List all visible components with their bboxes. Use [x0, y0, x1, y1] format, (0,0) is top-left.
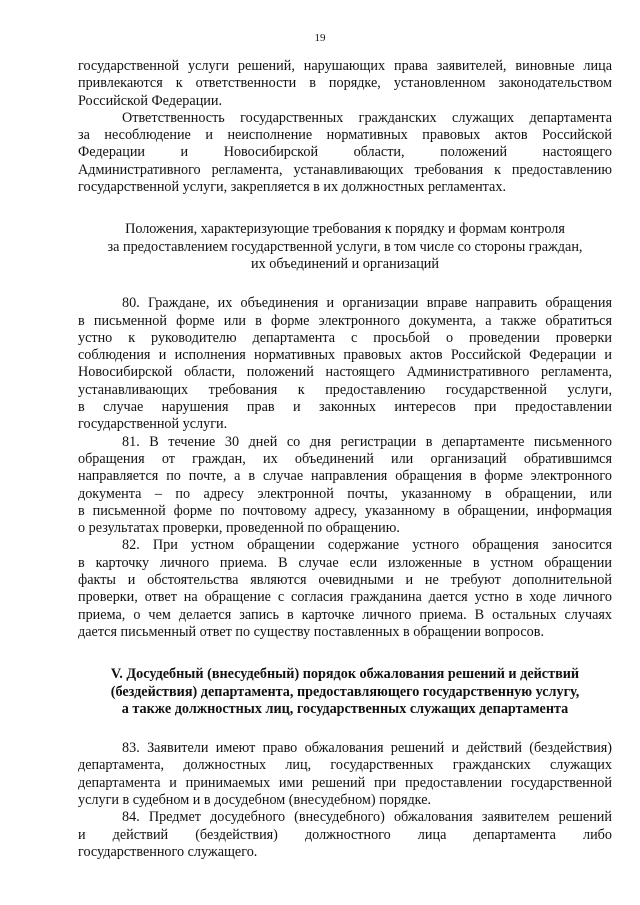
text-line: Российской Федерации. [78, 92, 223, 109]
text-line: 81. В течение 30 дней со дня регистрации в департаменте письменного [122, 433, 612, 450]
text-line: Административного регламента, устанавливающих требования к предоставлению [78, 161, 612, 178]
text-line: Ответственность государственных гражданских служащих департамента [122, 109, 612, 126]
text-line: департамента, должностных лиц, государственных гражданских служащих [78, 757, 612, 774]
paragraph-83 [78, 740, 612, 809]
text-line: в карточку личного приема. В случае если изложенные в устном обращении [78, 554, 612, 571]
text-line: обращения от граждан, их объединений или организаций обратившимся [78, 450, 612, 467]
text-line: 80. Граждане, их объединения и организации вправе направить обращения [122, 295, 612, 312]
text-line: о результатах проверки, проведенной по обращению. [78, 520, 400, 537]
heading-line: их объединений и организаций [251, 255, 439, 272]
text-line: факты и обстоятельства являются очевидными и не требуют дополнительной [78, 572, 612, 589]
text-line: за несоблюдение и неисполнение нормативных правовых актов Российской [78, 127, 612, 144]
section-heading-control [78, 221, 612, 273]
text-line: услуги в судебном и в досудебном (внесудебном) порядке. [78, 791, 432, 808]
paragraph-81 [78, 434, 612, 538]
text-line: государственной услуги. [78, 416, 228, 433]
text-line: приема, о чем делается запись в карточке личного приема. В остальных случаях [78, 606, 612, 623]
paragraph-80 [78, 295, 612, 433]
text-line: государственной услуги решений, нарушающих права заявителей, виновные лица [78, 58, 612, 74]
text-line: Новосибирской области, положений настоящего Административного регламента, [78, 364, 612, 381]
page-content [78, 58, 612, 861]
text-line: в письменной форме или в форме электронного документа, а также обратиться [78, 312, 612, 329]
text-line: Федерации и Новосибирской области, положений настоящего [78, 144, 612, 161]
heading-line: а также должностных лиц, государственных служащих департамента [121, 700, 569, 717]
text-line: привлекаются к ответственности в порядке, установленном законодательством [78, 75, 612, 92]
text-line: 83. Заявители имеют право обжалования решений и действий (бездействия) [122, 740, 612, 757]
text-line: департамента и принимаемых ими решений при предоставлении государственной [78, 774, 612, 791]
paragraph-continuation [78, 58, 612, 110]
paragraph-82 [78, 537, 612, 641]
section-heading-appeal [78, 666, 612, 718]
paragraph-responsibility [78, 110, 612, 196]
text-line: документа – по адресу электронной почты, указанному в обращении, или [78, 485, 612, 502]
text-line: устанавливающих требования к предоставлению государственной услуги, [78, 381, 612, 398]
text-line: государственного служащего. [78, 843, 258, 860]
text-line: соблюдения и исполнения нормативных правовых актов Российской Федерации и [78, 347, 612, 364]
text-line: направляется по почте, а в случае направления обращения в форме электронного [78, 468, 612, 485]
page-number: 19 [314, 32, 326, 44]
heading-line: V. Досудебный (внесудебный) порядок обжалования решений и действий [110, 666, 580, 683]
text-line: дается письменный ответ по существу поставленных в обращении вопросов. [78, 623, 544, 640]
paragraph-84 [78, 809, 612, 861]
text-line: 82. При устном обращении содержание устного обращения заносится [122, 537, 612, 554]
heading-line: Положения, характеризующие требования к порядку и формам контроля [125, 221, 565, 238]
text-line: устно к руководителю департамента с просьбой о проведении проверки [78, 329, 612, 346]
heading-line: (бездействия) департамента, предоставляющего государственную услугу, [110, 683, 580, 700]
text-line: в письменной форме по почтовому адресу, указанному в обращении, информация [78, 502, 612, 519]
text-line: государственной услуги, закрепляется в их должностных регламентах. [78, 179, 506, 196]
text-line: 84. Предмет досудебного (внесудебного) обжалования заявителем решений [122, 809, 612, 826]
heading-line: за предоставлением государственной услуги, в том числе со стороны граждан, [107, 238, 583, 255]
text-line: проверки, ответ на обращение с согласия гражданина дается устно в ходе личного [78, 589, 612, 606]
text-line: и действий (бездействия) должностного лица департамента либо [78, 826, 612, 843]
text-line: в случае нарушения прав и законных интересов при предоставлении [78, 399, 612, 416]
